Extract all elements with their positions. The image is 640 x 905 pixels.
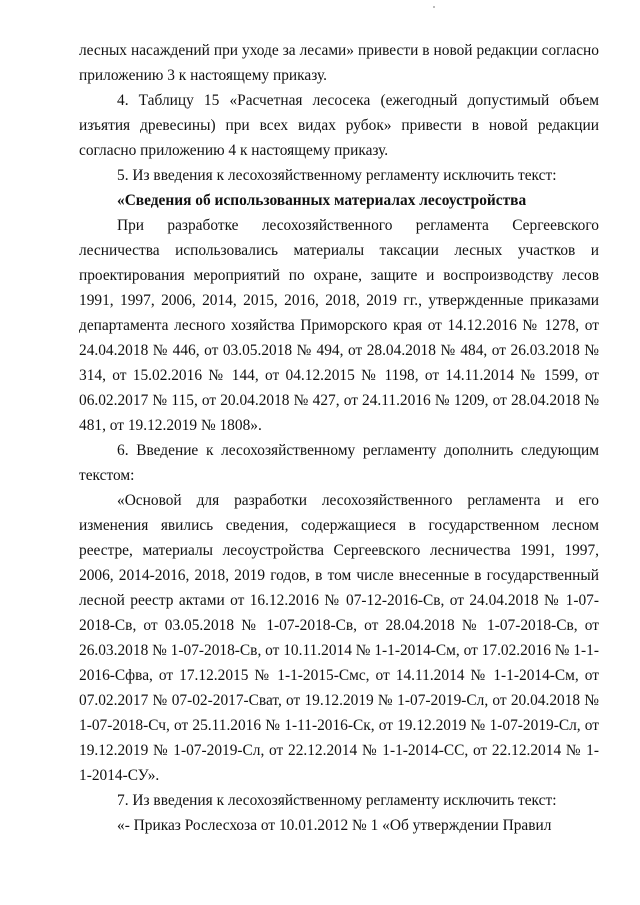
scan-speck: [433, 6, 435, 8]
paragraph-materials: При разработке лесохозяйственного регламента Сергеевского лесничества использовались материалы таксации лесных участков и проектирования мероприятий по охране, защите и воспроизводству лесов 1991, 1997, 2006, 2014, 2015, 2016, 2018, 2019 гг., утвержденные приказами департамента лесного хозяйства Приморского края от 14.12.2016 № 1278, от 24.04.2018 № 446, от 03.05.2018 № 494, от 28.04.2018 № 484, от 26.03.2018 № 314, от 15.02.2016 № 144, от 04.12.2015 № 1198, от 14.11.2014 № 1599, от 06.02.2017 № 115, от 20.04.2018 № 427, от 24.11.2016 № 1209, от 28.04.2018 № 481, от 19.12.2019 № 1808».: [79, 217, 599, 434]
document-page: [79, 38, 599, 838]
paragraph-continuation: лесных насаждений при уходе за лесами» привести в новой редакции согласно приложению 3 к настоящему приказу.: [79, 42, 599, 84]
paragraph-item-5: 5. Из введения к лесохозяйственному регламенту исключить текст:: [117, 167, 557, 184]
paragraph-item-7: 7. Из введения к лесохозяйственному регламенту исключить текст:: [117, 792, 557, 809]
paragraph-item-6: 6. Введение к лесохозяйственному регламенту дополнить следующим текстом:: [79, 442, 599, 484]
paragraph-item-4: 4. Таблицу 15 «Расчетная лесосека (ежегодный допустимый объем изъятия древесины) при всех видах рубок» привести в новой редакции согласно приложению 4 к настоящему приказу.: [79, 92, 599, 159]
section-heading: «Сведения об использованных материалах лесоустройства: [117, 192, 527, 209]
paragraph-order: «- Приказ Рослесхоза от 10.01.2012 № 1 «Об утверждении Правил: [117, 817, 552, 834]
paragraph-basis: «Основой для разработки лесохозяйственного регламента и его изменения явились сведения, содержащиеся в государственном лесном реестре, материалы лесоустройства Сергеевского лесничества 1991, 1997, 2006, 2014-2016, 2018, 2019 годов, в том числе внесенные в государственный лесной реестр актами от 16.12.2016 № 07-12-2016-Св, от 24.04.2018 № 1-07-2018-Св, от 03.05.2018 № 1-07-2018-Св, от 28.04.2018 № 1-07-2018-Св, от 26.03.2018 № 1-07-2018-Св, от 10.11.2014 № 1-1-2014-См, от 17.02.2016 № 1-1-2016-Сфва, от 17.12.2015 № 1-1-2015-Смс, от 14.11.2014 № 1-1-2014-См, от 07.02.2017 № 07-02-2017-Сват, от 19.12.2019 № 1-07-2019-Сл, от 20.04.2018 № 1-07-2018-Сч, от 25.11.2016 № 1-11-2016-Ск, от 19.12.2019 № 1-07-2019-Сл, от 19.12.2019 № 1-07-2019-Сл, от 22.12.2014 № 1-1-2014-СС, от 22.12.2014 № 1-1-2014-СУ».: [79, 492, 599, 784]
